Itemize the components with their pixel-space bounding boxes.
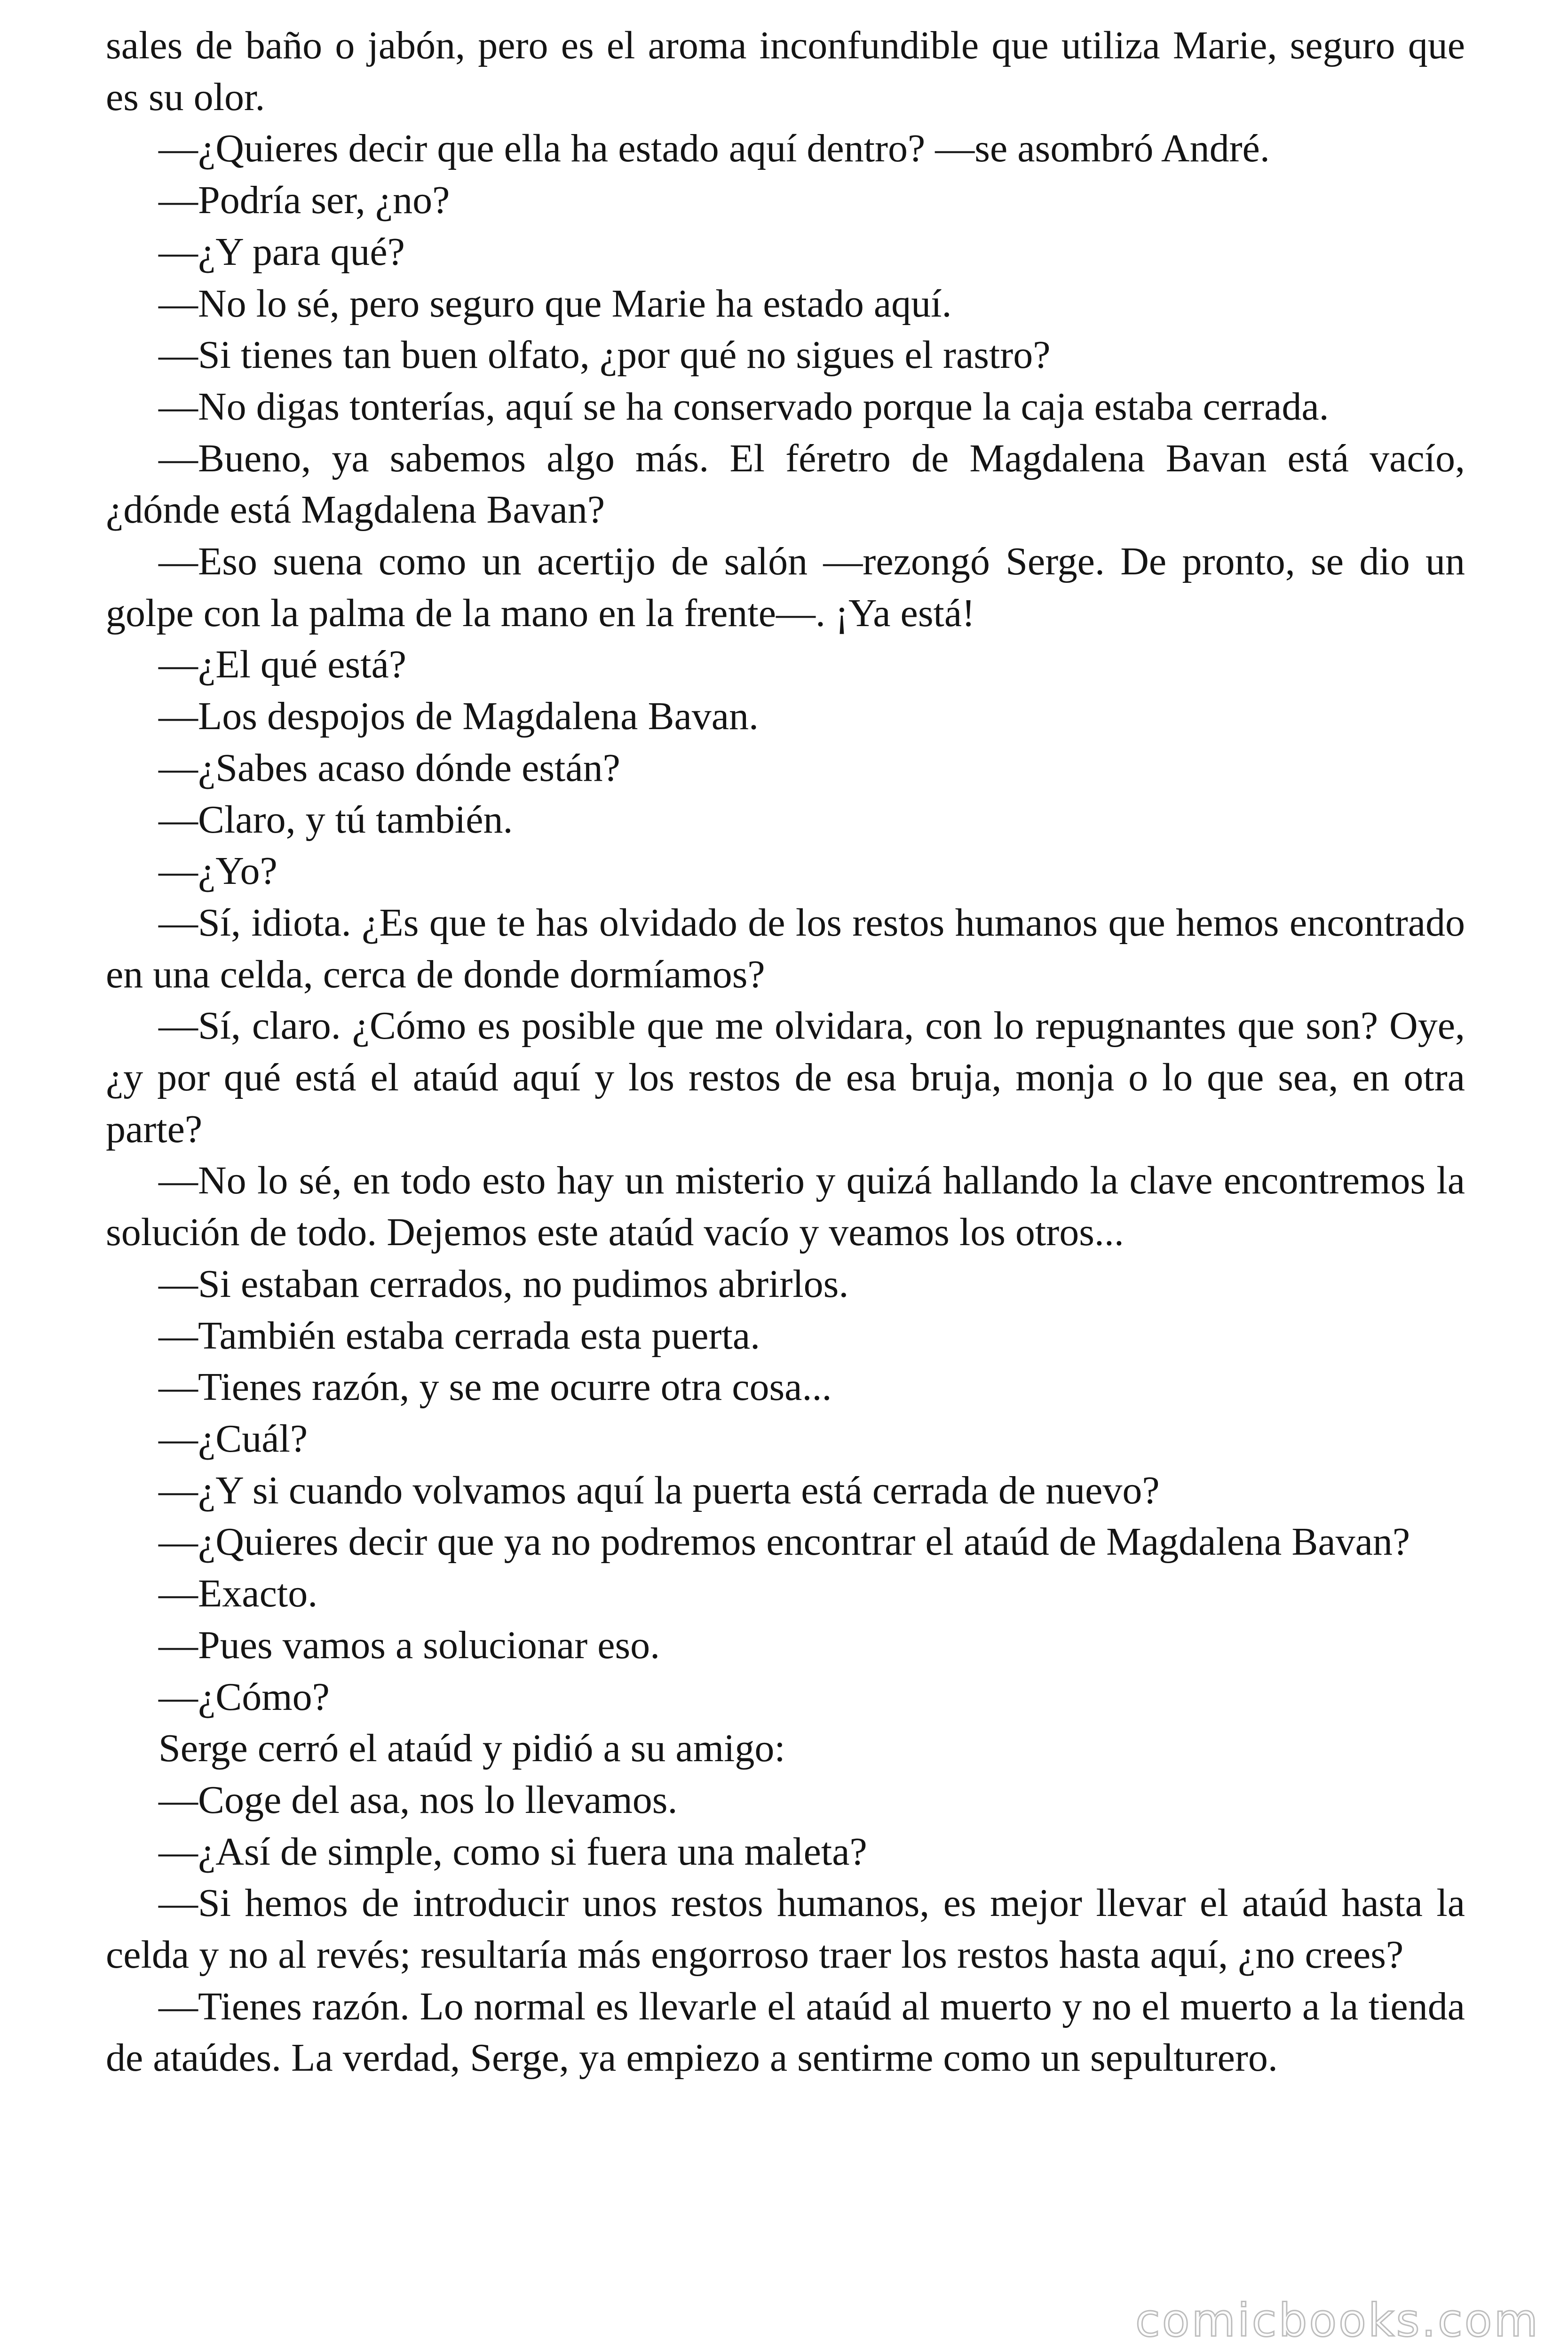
paragraph: —Exacto.	[158, 1572, 318, 1616]
paragraph: —Si hemos de introducir unos restos humanos, es mejor llevar el ataúd hasta la celda y no al revés; resultaría más engorroso traer los restos hasta aquí, ¿no crees?	[106, 1881, 1465, 1977]
paragraph: —Tienes razón, y se me ocurre otra cosa...	[158, 1365, 832, 1409]
paragraph: —También estaba cerrada esta puerta.	[158, 1313, 760, 1358]
paragraph: —Podría ser, ¿no?	[158, 178, 450, 222]
paragraph: —Sí, claro. ¿Cómo es posible que me olvidara, con lo repugnantes que son? Oye, ¿y por qué está el ataúd aquí y los restos de esa bruja, monja o lo que sea, en otra parte?	[106, 1004, 1465, 1151]
paragraph: —Si estaban cerrados, no pudimos abrirlos.	[158, 1262, 849, 1306]
paragraph: —Sí, idiota. ¿Es que te has olvidado de los restos humanos que hemos encontrado en una celda, cerca de donde dormíamos?	[106, 900, 1465, 996]
paragraph: —Bueno, ya sabemos algo más. El féretro de Magdalena Bavan está vacío, ¿dónde está Magdalena Bavan?	[106, 436, 1465, 532]
paragraph: —¿Y si cuando volvamos aquí la puerta está cerrada de nuevo?	[158, 1468, 1160, 1512]
paragraph: —¿Y para qué?	[158, 230, 405, 274]
paragraph: —Si tienes tan buen olfato, ¿por qué no sigues el rastro?	[158, 333, 1051, 377]
page-text	[106, 20, 1465, 2084]
paragraph: —¿Yo?	[158, 849, 277, 893]
paragraph: —Tienes razón. Lo normal es llevarle el ataúd al muerto y no el muerto a la tienda de ataúdes. La verdad, Serge, ya empiezo a sentirme como un sepulturero.	[106, 1984, 1465, 2080]
paragraph: —No digas tonterías, aquí se ha conservado porque la caja estaba cerrada.	[158, 384, 1329, 429]
paragraph: —¿El qué está?	[158, 643, 407, 687]
paragraph: —Coge del asa, nos lo llevamos.	[158, 1778, 678, 1822]
paragraph: —Claro, y tú también.	[158, 797, 513, 842]
watermark-logo: comicbooks.com	[1135, 2294, 1540, 2347]
paragraph: —Eso suena como un acertijo de salón —rezongó Serge. De pronto, se dio un golpe con la palma de la mano en la frente—. ¡Ya está!	[106, 540, 1465, 635]
paragraph: Serge cerró el ataúd y pidió a su amigo:	[158, 1726, 785, 1771]
paragraph: —Los despojos de Magdalena Bavan.	[158, 694, 759, 739]
paragraph: —¿Quieres decir que ella ha estado aquí dentro? —se asombró André.	[158, 127, 1270, 171]
paragraph: —¿Cómo?	[158, 1675, 330, 1719]
paragraph: —¿Así de simple, como si fuera una maleta?	[158, 1829, 867, 1874]
paragraph: —¿Quieres decir que ya no podremos encontrar el ataúd de Magdalena Bavan?	[158, 1520, 1410, 1564]
paragraph: —No lo sé, en todo esto hay un misterio y quizá hallando la clave encontremos la solución de todo. Dejemos este ataúd vacío y veamos los otros...	[106, 1159, 1465, 1255]
paragraph: —¿Cuál?	[158, 1416, 308, 1461]
paragraph: —¿Sabes acaso dónde están?	[158, 746, 620, 790]
paragraph: —No lo sé, pero seguro que Marie ha estado aquí.	[158, 281, 952, 326]
paragraph: —Pues vamos a solucionar eso.	[158, 1623, 660, 1667]
paragraph: sales de baño o jabón, pero es el aroma inconfundible que utiliza Marie, seguro que es su olor.	[106, 24, 1465, 119]
